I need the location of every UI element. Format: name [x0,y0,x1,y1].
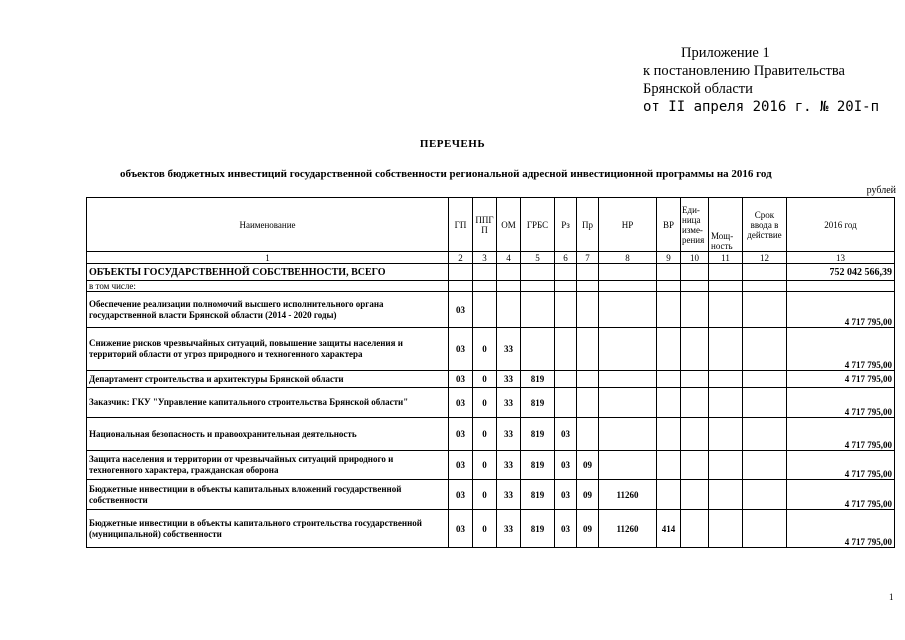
cell-vr [657,388,681,418]
cell-om: 33 [497,371,521,388]
cell-gp: 03 [449,451,473,480]
cell-unit-measure [681,510,709,548]
column-number: 7 [577,252,599,264]
cell-gp: 03 [449,510,473,548]
cell-om [497,281,521,292]
cell-capacity [709,281,743,292]
cell-nr [599,328,657,371]
cell-om: 33 [497,510,521,548]
cell-nr [599,371,657,388]
table-row [87,418,895,451]
cell-capacity [709,371,743,388]
cell-vr [657,418,681,451]
header-nr: НР [599,198,657,252]
cell-amount: 752 042 566,39 [787,264,895,281]
cell-pr [577,371,599,388]
cell-capacity [709,292,743,328]
cell-amount: 4 717 795,00 [787,328,895,371]
row-name: Защита населения и территории от чрезвычайных ситуаций природного и техногенного характера, гражданская оборона [87,451,449,480]
cell-unit-measure [681,388,709,418]
cell-vr [657,328,681,371]
page-number: 1 [889,592,894,602]
table-row-total [87,264,895,281]
table-row [87,371,895,388]
row-name: ОБЪЕКТЫ ГОСУДАРСТВЕННОЙ СОБСТВЕННОСТИ, ВСЕГО [87,264,449,281]
cell-term [743,480,787,510]
cell-vr [657,451,681,480]
cell-term [743,292,787,328]
row-name: Бюджетные инвестиции в объекты капитального строительства государственной (муниципальной) собственности [87,510,449,548]
column-number: 6 [555,252,577,264]
cell-pr: 09 [577,451,599,480]
cell-rz [555,371,577,388]
column-number: 5 [521,252,555,264]
column-number: 3 [473,252,497,264]
cell-term [743,264,787,281]
cell-grbs: 819 [521,451,555,480]
header-gp: ГП [449,198,473,252]
cell-rz [555,388,577,418]
column-number-row [87,252,895,264]
cell-amount: 4 717 795,00 [787,510,895,548]
cell-pr [577,281,599,292]
cell-nr [599,388,657,418]
header-ppgp: ППГ П [473,198,497,252]
column-number: 12 [743,252,787,264]
cell-ppgp: 0 [473,371,497,388]
column-number: 8 [599,252,657,264]
cell-pr: 09 [577,510,599,548]
cell-nr [599,281,657,292]
cell-om: 33 [497,451,521,480]
cell-term [743,388,787,418]
appendix-date-line: от II апреля 2016 г. № 20I-п [643,99,880,115]
column-number: 11 [709,252,743,264]
cell-unit-measure [681,418,709,451]
cell-pr [577,264,599,281]
cell-ppgp: 0 [473,418,497,451]
cell-grbs [521,328,555,371]
header-name: Наименование [87,198,449,252]
cell-pr [577,328,599,371]
cell-om [497,264,521,281]
cell-capacity [709,418,743,451]
row-name: в том числе: [87,281,449,292]
header-rz: Рз [555,198,577,252]
table-row [87,388,895,418]
header-term: Срок ввода в действие [743,198,787,252]
header-grbs: ГРБС [521,198,555,252]
cell-gp [449,264,473,281]
column-number: 2 [449,252,473,264]
appendix-block [643,44,879,116]
cell-term [743,418,787,451]
cell-rz: 03 [555,510,577,548]
cell-ppgp: 0 [473,510,497,548]
column-number: 13 [787,252,895,264]
cell-rz: 03 [555,451,577,480]
cell-rz: 03 [555,480,577,510]
cell-capacity [709,480,743,510]
cell-pr [577,292,599,328]
cell-term [743,371,787,388]
column-number: 10 [681,252,709,264]
appendix-line: к постановлению Правительства [643,63,845,79]
cell-nr: 11260 [599,480,657,510]
cell-amount: 4 717 795,00 [787,451,895,480]
cell-amount: 4 717 795,00 [787,418,895,451]
cell-nr [599,292,657,328]
cell-pr [577,418,599,451]
header-row [87,198,895,252]
cell-rz: 03 [555,418,577,451]
cell-term [743,451,787,480]
cell-gp: 03 [449,328,473,371]
cell-rz [555,281,577,292]
cell-capacity [709,388,743,418]
cell-rz [555,264,577,281]
cell-nr [599,418,657,451]
cell-grbs: 819 [521,510,555,548]
cell-om: 33 [497,480,521,510]
cell-ppgp [473,281,497,292]
cell-pr: 09 [577,480,599,510]
cell-amount: 4 717 795,00 [787,480,895,510]
cell-unit-measure [681,451,709,480]
cell-gp: 03 [449,292,473,328]
cell-grbs [521,264,555,281]
cell-grbs: 819 [521,480,555,510]
cell-ppgp: 0 [473,388,497,418]
header-year: 2016 год [787,198,895,252]
cell-grbs: 819 [521,371,555,388]
cell-vr: 414 [657,510,681,548]
cell-grbs [521,292,555,328]
cell-unit-measure [681,371,709,388]
header-vr: ВР [657,198,681,252]
cell-vr [657,480,681,510]
cell-ppgp: 0 [473,480,497,510]
cell-ppgp [473,292,497,328]
table-row [87,281,895,292]
cell-vr [657,371,681,388]
cell-term [743,281,787,292]
header-pr: Пр [577,198,599,252]
row-name: Бюджетные инвестиции в объекты капитальных вложений государственной собственности [87,480,449,510]
cell-unit-measure [681,281,709,292]
table-row [87,328,895,371]
document-subtitle: объектов бюджетных инвестиций государственной собственности региональной адресной инвестиционной программы на 2016 год [120,168,772,180]
row-name: Департамент строительства и архитектуры Брянской области [87,371,449,388]
cell-grbs [521,281,555,292]
document-title: ПЕРЕЧЕНЬ [419,138,486,150]
cell-ppgp: 0 [473,451,497,480]
cell-vr [657,264,681,281]
cell-pr [577,388,599,418]
cell-term [743,510,787,548]
cell-vr [657,281,681,292]
header-unit-measure: Еди- ница изме- рения [681,198,709,252]
row-name: Национальная безопасность и правоохранительная деятельность [87,418,449,451]
column-number: 1 [87,252,449,264]
table-row [87,480,895,510]
cell-capacity [709,510,743,548]
cell-nr [599,451,657,480]
cell-om: 33 [497,388,521,418]
cell-unit-measure [681,292,709,328]
row-name: Заказчик: ГКУ "Управление капитального строительства Брянской области" [87,388,449,418]
cell-gp: 03 [449,418,473,451]
row-name: Обеспечение реализации полномочий высшего исполнительного органа государственной власти Брянской области (2014 - 2020 годы) [87,292,449,328]
appendix-line: Брянской области [643,81,753,97]
cell-term [743,328,787,371]
column-number: 4 [497,252,521,264]
currency-unit: рублей [866,185,896,196]
cell-amount: 4 717 795,00 [787,371,895,388]
table-row [87,292,895,328]
cell-unit-measure [681,264,709,281]
cell-unit-measure [681,328,709,371]
cell-rz [555,292,577,328]
cell-grbs: 819 [521,418,555,451]
cell-gp: 03 [449,371,473,388]
cell-nr: 11260 [599,510,657,548]
cell-capacity [709,451,743,480]
cell-gp: 03 [449,388,473,418]
cell-capacity [709,328,743,371]
appendix-line: Приложение 1 [681,45,770,61]
cell-grbs: 819 [521,388,555,418]
cell-gp [449,281,473,292]
cell-ppgp [473,264,497,281]
cell-om: 33 [497,418,521,451]
cell-unit-measure [681,480,709,510]
table-row [87,451,895,480]
cell-om: 33 [497,328,521,371]
cell-amount: 4 717 795,00 [787,388,895,418]
investment-table [86,197,895,548]
cell-nr [599,264,657,281]
cell-vr [657,292,681,328]
cell-amount [787,281,895,292]
cell-amount: 4 717 795,00 [787,292,895,328]
table-row [87,510,895,548]
cell-rz [555,328,577,371]
cell-om [497,292,521,328]
header-om: ОМ [497,198,521,252]
column-number: 9 [657,252,681,264]
row-name: Снижение рисков чрезвычайных ситуаций, повышение защиты населения и территорий области от угроз природного и техногенного характера [87,328,449,371]
cell-capacity [709,264,743,281]
header-capacity: Мощ- ность [709,198,743,252]
cell-ppgp: 0 [473,328,497,371]
cell-gp: 03 [449,480,473,510]
